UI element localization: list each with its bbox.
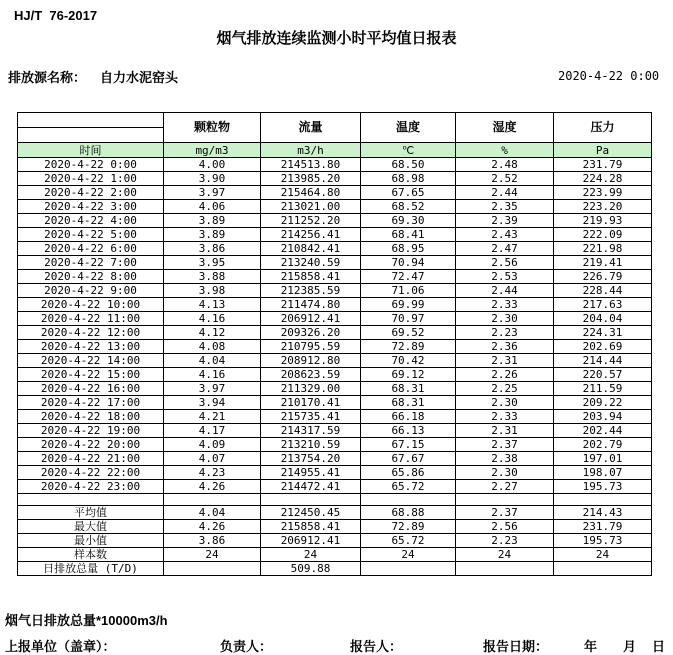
value-cell: 214955.41 <box>261 466 361 480</box>
value-cell: 65.72 <box>361 534 456 548</box>
value-cell: 66.13 <box>361 424 456 438</box>
value-cell: 210842.41 <box>261 242 361 256</box>
value-cell: 2.37 <box>456 438 554 452</box>
value-cell: 4.13 <box>164 298 261 312</box>
value-cell: 2.47 <box>456 242 554 256</box>
time-cell: 2020-4-22 9:00 <box>18 284 164 298</box>
table-row <box>18 424 652 438</box>
value-cell: 213985.20 <box>261 172 361 186</box>
signature-line <box>0 636 673 654</box>
monitoring-table <box>17 112 652 576</box>
value-cell: 208623.59 <box>261 368 361 382</box>
header-empty-cell <box>18 128 164 143</box>
value-cell: 212450.45 <box>261 506 361 520</box>
table-row <box>18 312 652 326</box>
value-cell: 214472.41 <box>261 480 361 494</box>
value-cell: 67.67 <box>361 452 456 466</box>
value-cell: 2.31 <box>456 354 554 368</box>
value-cell: 204.04 <box>554 312 652 326</box>
summary-row <box>18 506 652 520</box>
time-cell: 2020-4-22 19:00 <box>18 424 164 438</box>
value-cell: 24 <box>554 548 652 562</box>
time-cell: 2020-4-22 14:00 <box>18 354 164 368</box>
daily-total-cell <box>361 562 456 576</box>
value-cell: 2.44 <box>456 284 554 298</box>
time-cell: 2020-4-22 23:00 <box>18 480 164 494</box>
value-cell: 2.30 <box>456 396 554 410</box>
unit-humidity: % <box>456 143 554 158</box>
daily-total-row <box>18 562 652 576</box>
value-cell: 65.86 <box>361 466 456 480</box>
emission-source-name: 自力水泥窑头 <box>100 70 179 85</box>
blank-row <box>18 494 652 506</box>
value-cell: 68.88 <box>361 506 456 520</box>
table-row <box>18 214 652 228</box>
time-cell: 2020-4-22 18:00 <box>18 410 164 424</box>
table-row <box>18 396 652 410</box>
value-cell: 70.42 <box>361 354 456 368</box>
value-cell: 4.17 <box>164 424 261 438</box>
table-row <box>18 172 652 186</box>
value-cell: 213021.00 <box>261 200 361 214</box>
value-cell: 209326.20 <box>261 326 361 340</box>
time-cell: 2020-4-22 7:00 <box>18 256 164 270</box>
value-cell: 202.69 <box>554 340 652 354</box>
blank-cell <box>456 494 554 506</box>
value-cell: 4.26 <box>164 480 261 494</box>
unit-pressure: Pa <box>554 143 652 158</box>
table-row <box>18 186 652 200</box>
value-cell: 210170.41 <box>261 396 361 410</box>
value-cell: 68.52 <box>361 200 456 214</box>
time-cell: 2020-4-22 13:00 <box>18 340 164 354</box>
value-cell: 220.57 <box>554 368 652 382</box>
report-datetime: 2020-4-22 0:00 <box>558 69 660 83</box>
report-date-label: 报告日期： <box>483 639 549 654</box>
value-cell: 202.44 <box>554 424 652 438</box>
value-cell: 4.08 <box>164 340 261 354</box>
value-cell: 224.31 <box>554 326 652 340</box>
table-row <box>18 368 652 382</box>
time-cell: 2020-4-22 21:00 <box>18 452 164 466</box>
value-cell: 68.31 <box>361 396 456 410</box>
blank-cell <box>18 494 164 506</box>
value-cell: 2.44 <box>456 186 554 200</box>
value-cell: 2.25 <box>456 382 554 396</box>
value-cell: 65.72 <box>361 480 456 494</box>
total-section <box>18 562 652 576</box>
value-cell: 2.23 <box>456 534 554 548</box>
value-cell: 2.39 <box>456 214 554 228</box>
time-cell: 2020-4-22 15:00 <box>18 368 164 382</box>
value-cell: 4.04 <box>164 506 261 520</box>
summary-label-cell: 最小值 <box>18 534 164 548</box>
time-cell: 2020-4-22 5:00 <box>18 228 164 242</box>
table-row <box>18 256 652 270</box>
value-cell: 195.73 <box>554 480 652 494</box>
header-row-1 <box>18 113 652 128</box>
value-cell: 197.01 <box>554 452 652 466</box>
value-cell: 2.33 <box>456 410 554 424</box>
value-cell: 2.30 <box>456 466 554 480</box>
unit-flow: m3/h <box>261 143 361 158</box>
value-cell: 4.06 <box>164 200 261 214</box>
value-cell: 2.48 <box>456 158 554 172</box>
time-cell: 2020-4-22 6:00 <box>18 242 164 256</box>
value-cell: 213754.20 <box>261 452 361 466</box>
table-row <box>18 298 652 312</box>
year-label: 年 <box>584 639 598 654</box>
value-cell: 212385.59 <box>261 284 361 298</box>
value-cell: 24 <box>361 548 456 562</box>
time-cell: 2020-4-22 10:00 <box>18 298 164 312</box>
value-cell: 72.47 <box>361 270 456 284</box>
day-label: 日 <box>652 639 666 654</box>
value-cell: 202.79 <box>554 438 652 452</box>
value-cell: 68.95 <box>361 242 456 256</box>
value-cell: 4.00 <box>164 158 261 172</box>
responsible-person-label: 负责人： <box>220 639 273 654</box>
value-cell: 70.97 <box>361 312 456 326</box>
month-label: 月 <box>623 639 637 654</box>
summary-row <box>18 534 652 548</box>
value-cell: 214.43 <box>554 506 652 520</box>
value-cell: 224.28 <box>554 172 652 186</box>
value-cell: 3.97 <box>164 382 261 396</box>
value-cell: 4.16 <box>164 368 261 382</box>
value-cell: 231.79 <box>554 158 652 172</box>
value-cell: 213210.59 <box>261 438 361 452</box>
value-cell: 223.99 <box>554 186 652 200</box>
value-cell: 2.38 <box>456 452 554 466</box>
column-header-humidity: 湿度 <box>456 113 554 143</box>
value-cell: 215464.80 <box>261 186 361 200</box>
value-cell: 3.88 <box>164 270 261 284</box>
value-cell: 210795.59 <box>261 340 361 354</box>
value-cell: 228.44 <box>554 284 652 298</box>
value-cell: 3.94 <box>164 396 261 410</box>
value-cell: 2.30 <box>456 312 554 326</box>
report-unit-label: 上报单位（盖章）： <box>5 639 116 654</box>
value-cell: 2.27 <box>456 480 554 494</box>
value-cell: 211329.00 <box>261 382 361 396</box>
summary-row <box>18 548 652 562</box>
value-cell: 2.53 <box>456 270 554 284</box>
value-cell: 4.09 <box>164 438 261 452</box>
table-row <box>18 354 652 368</box>
units-row <box>18 143 652 158</box>
table-row <box>18 326 652 340</box>
unit-particulate: mg/m3 <box>164 143 261 158</box>
table-row <box>18 452 652 466</box>
time-cell: 2020-4-22 2:00 <box>18 186 164 200</box>
table-row <box>18 228 652 242</box>
value-cell: 3.95 <box>164 256 261 270</box>
value-cell: 209.22 <box>554 396 652 410</box>
value-cell: 214513.80 <box>261 158 361 172</box>
summary-label-cell: 最大值 <box>18 520 164 534</box>
value-cell: 2.52 <box>456 172 554 186</box>
value-cell: 69.52 <box>361 326 456 340</box>
value-cell: 24 <box>261 548 361 562</box>
value-cell: 4.07 <box>164 452 261 466</box>
value-cell: 2.56 <box>456 520 554 534</box>
value-cell: 213240.59 <box>261 256 361 270</box>
value-cell: 4.23 <box>164 466 261 480</box>
value-cell: 211.59 <box>554 382 652 396</box>
time-cell: 2020-4-22 12:00 <box>18 326 164 340</box>
daily-total-cell <box>456 562 554 576</box>
value-cell: 217.63 <box>554 298 652 312</box>
blank-cell <box>261 494 361 506</box>
value-cell: 4.04 <box>164 354 261 368</box>
table-header <box>18 113 652 158</box>
value-cell: 214256.41 <box>261 228 361 242</box>
blank-cell <box>554 494 652 506</box>
value-cell: 198.07 <box>554 466 652 480</box>
value-cell: 208912.80 <box>261 354 361 368</box>
time-cell: 2020-4-22 17:00 <box>18 396 164 410</box>
value-cell: 219.41 <box>554 256 652 270</box>
daily-total-cell <box>164 562 261 576</box>
table-row <box>18 480 652 494</box>
value-cell: 70.94 <box>361 256 456 270</box>
summary-row <box>18 520 652 534</box>
column-header-flow: 流量 <box>261 113 361 143</box>
time-header-cell: 时间 <box>18 143 164 158</box>
value-cell: 3.98 <box>164 284 261 298</box>
column-header-particulate: 颗粒物 <box>164 113 261 143</box>
summary-rows <box>18 506 652 562</box>
spacer-section <box>18 494 652 506</box>
daily-total-cell <box>554 562 652 576</box>
value-cell: 2.56 <box>456 256 554 270</box>
table-row <box>18 382 652 396</box>
value-cell: 231.79 <box>554 520 652 534</box>
value-cell: 67.15 <box>361 438 456 452</box>
value-cell: 72.89 <box>361 340 456 354</box>
value-cell: 215735.41 <box>261 410 361 424</box>
header-empty-cell <box>18 113 164 128</box>
value-cell: 4.26 <box>164 520 261 534</box>
value-cell: 4.12 <box>164 326 261 340</box>
column-header-temperature: 温度 <box>361 113 456 143</box>
value-cell: 3.89 <box>164 214 261 228</box>
value-cell: 3.86 <box>164 534 261 548</box>
value-cell: 72.89 <box>361 520 456 534</box>
table-row <box>18 158 652 172</box>
value-cell: 219.93 <box>554 214 652 228</box>
value-cell: 3.89 <box>164 228 261 242</box>
blank-cell <box>164 494 261 506</box>
value-cell: 203.94 <box>554 410 652 424</box>
total-emission-note: 烟气日排放总量*10000m3/h <box>5 613 168 628</box>
value-cell: 221.98 <box>554 242 652 256</box>
time-cell: 2020-4-22 20:00 <box>18 438 164 452</box>
time-cell: 2020-4-22 3:00 <box>18 200 164 214</box>
table-row <box>18 410 652 424</box>
value-cell: 215858.41 <box>261 270 361 284</box>
table-row <box>18 242 652 256</box>
value-cell: 195.73 <box>554 534 652 548</box>
value-cell: 2.31 <box>456 424 554 438</box>
column-header-pressure: 压力 <box>554 113 652 143</box>
value-cell: 68.98 <box>361 172 456 186</box>
value-cell: 214.44 <box>554 354 652 368</box>
value-cell: 211252.20 <box>261 214 361 228</box>
time-cell: 2020-4-22 22:00 <box>18 466 164 480</box>
value-cell: 222.09 <box>554 228 652 242</box>
time-cell: 2020-4-22 0:00 <box>18 158 164 172</box>
blank-cell <box>361 494 456 506</box>
summary-label-cell: 样本数 <box>18 548 164 562</box>
summary-label-cell: 平均值 <box>18 506 164 520</box>
value-cell: 2.36 <box>456 340 554 354</box>
value-cell: 24 <box>456 548 554 562</box>
value-cell: 2.37 <box>456 506 554 520</box>
value-cell: 4.21 <box>164 410 261 424</box>
emission-source-line <box>8 67 178 86</box>
value-cell: 3.97 <box>164 186 261 200</box>
value-cell: 2.43 <box>456 228 554 242</box>
time-cell: 2020-4-22 16:00 <box>18 382 164 396</box>
table-row <box>18 340 652 354</box>
value-cell: 2.23 <box>456 326 554 340</box>
value-cell: 206912.41 <box>261 312 361 326</box>
emission-source-label: 排放源名称： <box>8 70 87 85</box>
time-cell: 2020-4-22 8:00 <box>18 270 164 284</box>
value-cell: 69.30 <box>361 214 456 228</box>
value-cell: 3.86 <box>164 242 261 256</box>
value-cell: 69.12 <box>361 368 456 382</box>
value-cell: 2.26 <box>456 368 554 382</box>
value-cell: 69.99 <box>361 298 456 312</box>
table-row <box>18 438 652 452</box>
value-cell: 24 <box>164 548 261 562</box>
value-cell: 68.31 <box>361 382 456 396</box>
standard-number: HJ/T 76-2017 <box>14 8 98 23</box>
table-row <box>18 466 652 480</box>
value-cell: 3.90 <box>164 172 261 186</box>
reporter-label: 报告人： <box>350 639 403 654</box>
unit-temperature: ℃ <box>361 143 456 158</box>
table-row <box>18 270 652 284</box>
daily-total-cell: 509.88 <box>261 562 361 576</box>
value-cell: 214317.59 <box>261 424 361 438</box>
value-cell: 66.18 <box>361 410 456 424</box>
value-cell: 4.16 <box>164 312 261 326</box>
time-cell: 2020-4-22 1:00 <box>18 172 164 186</box>
table-row <box>18 284 652 298</box>
daily-total-label: 日排放总量 (T/D) <box>18 562 164 576</box>
value-cell: 2.33 <box>456 298 554 312</box>
table-row <box>18 200 652 214</box>
value-cell: 223.20 <box>554 200 652 214</box>
value-cell: 71.06 <box>361 284 456 298</box>
value-cell: 67.65 <box>361 186 456 200</box>
value-cell: 206912.41 <box>261 534 361 548</box>
value-cell: 68.50 <box>361 158 456 172</box>
value-cell: 68.41 <box>361 228 456 242</box>
value-cell: 211474.80 <box>261 298 361 312</box>
page-title: 烟气排放连续监测小时平均值日报表 <box>216 30 457 47</box>
value-cell: 2.35 <box>456 200 554 214</box>
hourly-rows <box>18 158 652 494</box>
value-cell: 226.79 <box>554 270 652 284</box>
time-cell: 2020-4-22 4:00 <box>18 214 164 228</box>
value-cell: 215858.41 <box>261 520 361 534</box>
time-cell: 2020-4-22 11:00 <box>18 312 164 326</box>
